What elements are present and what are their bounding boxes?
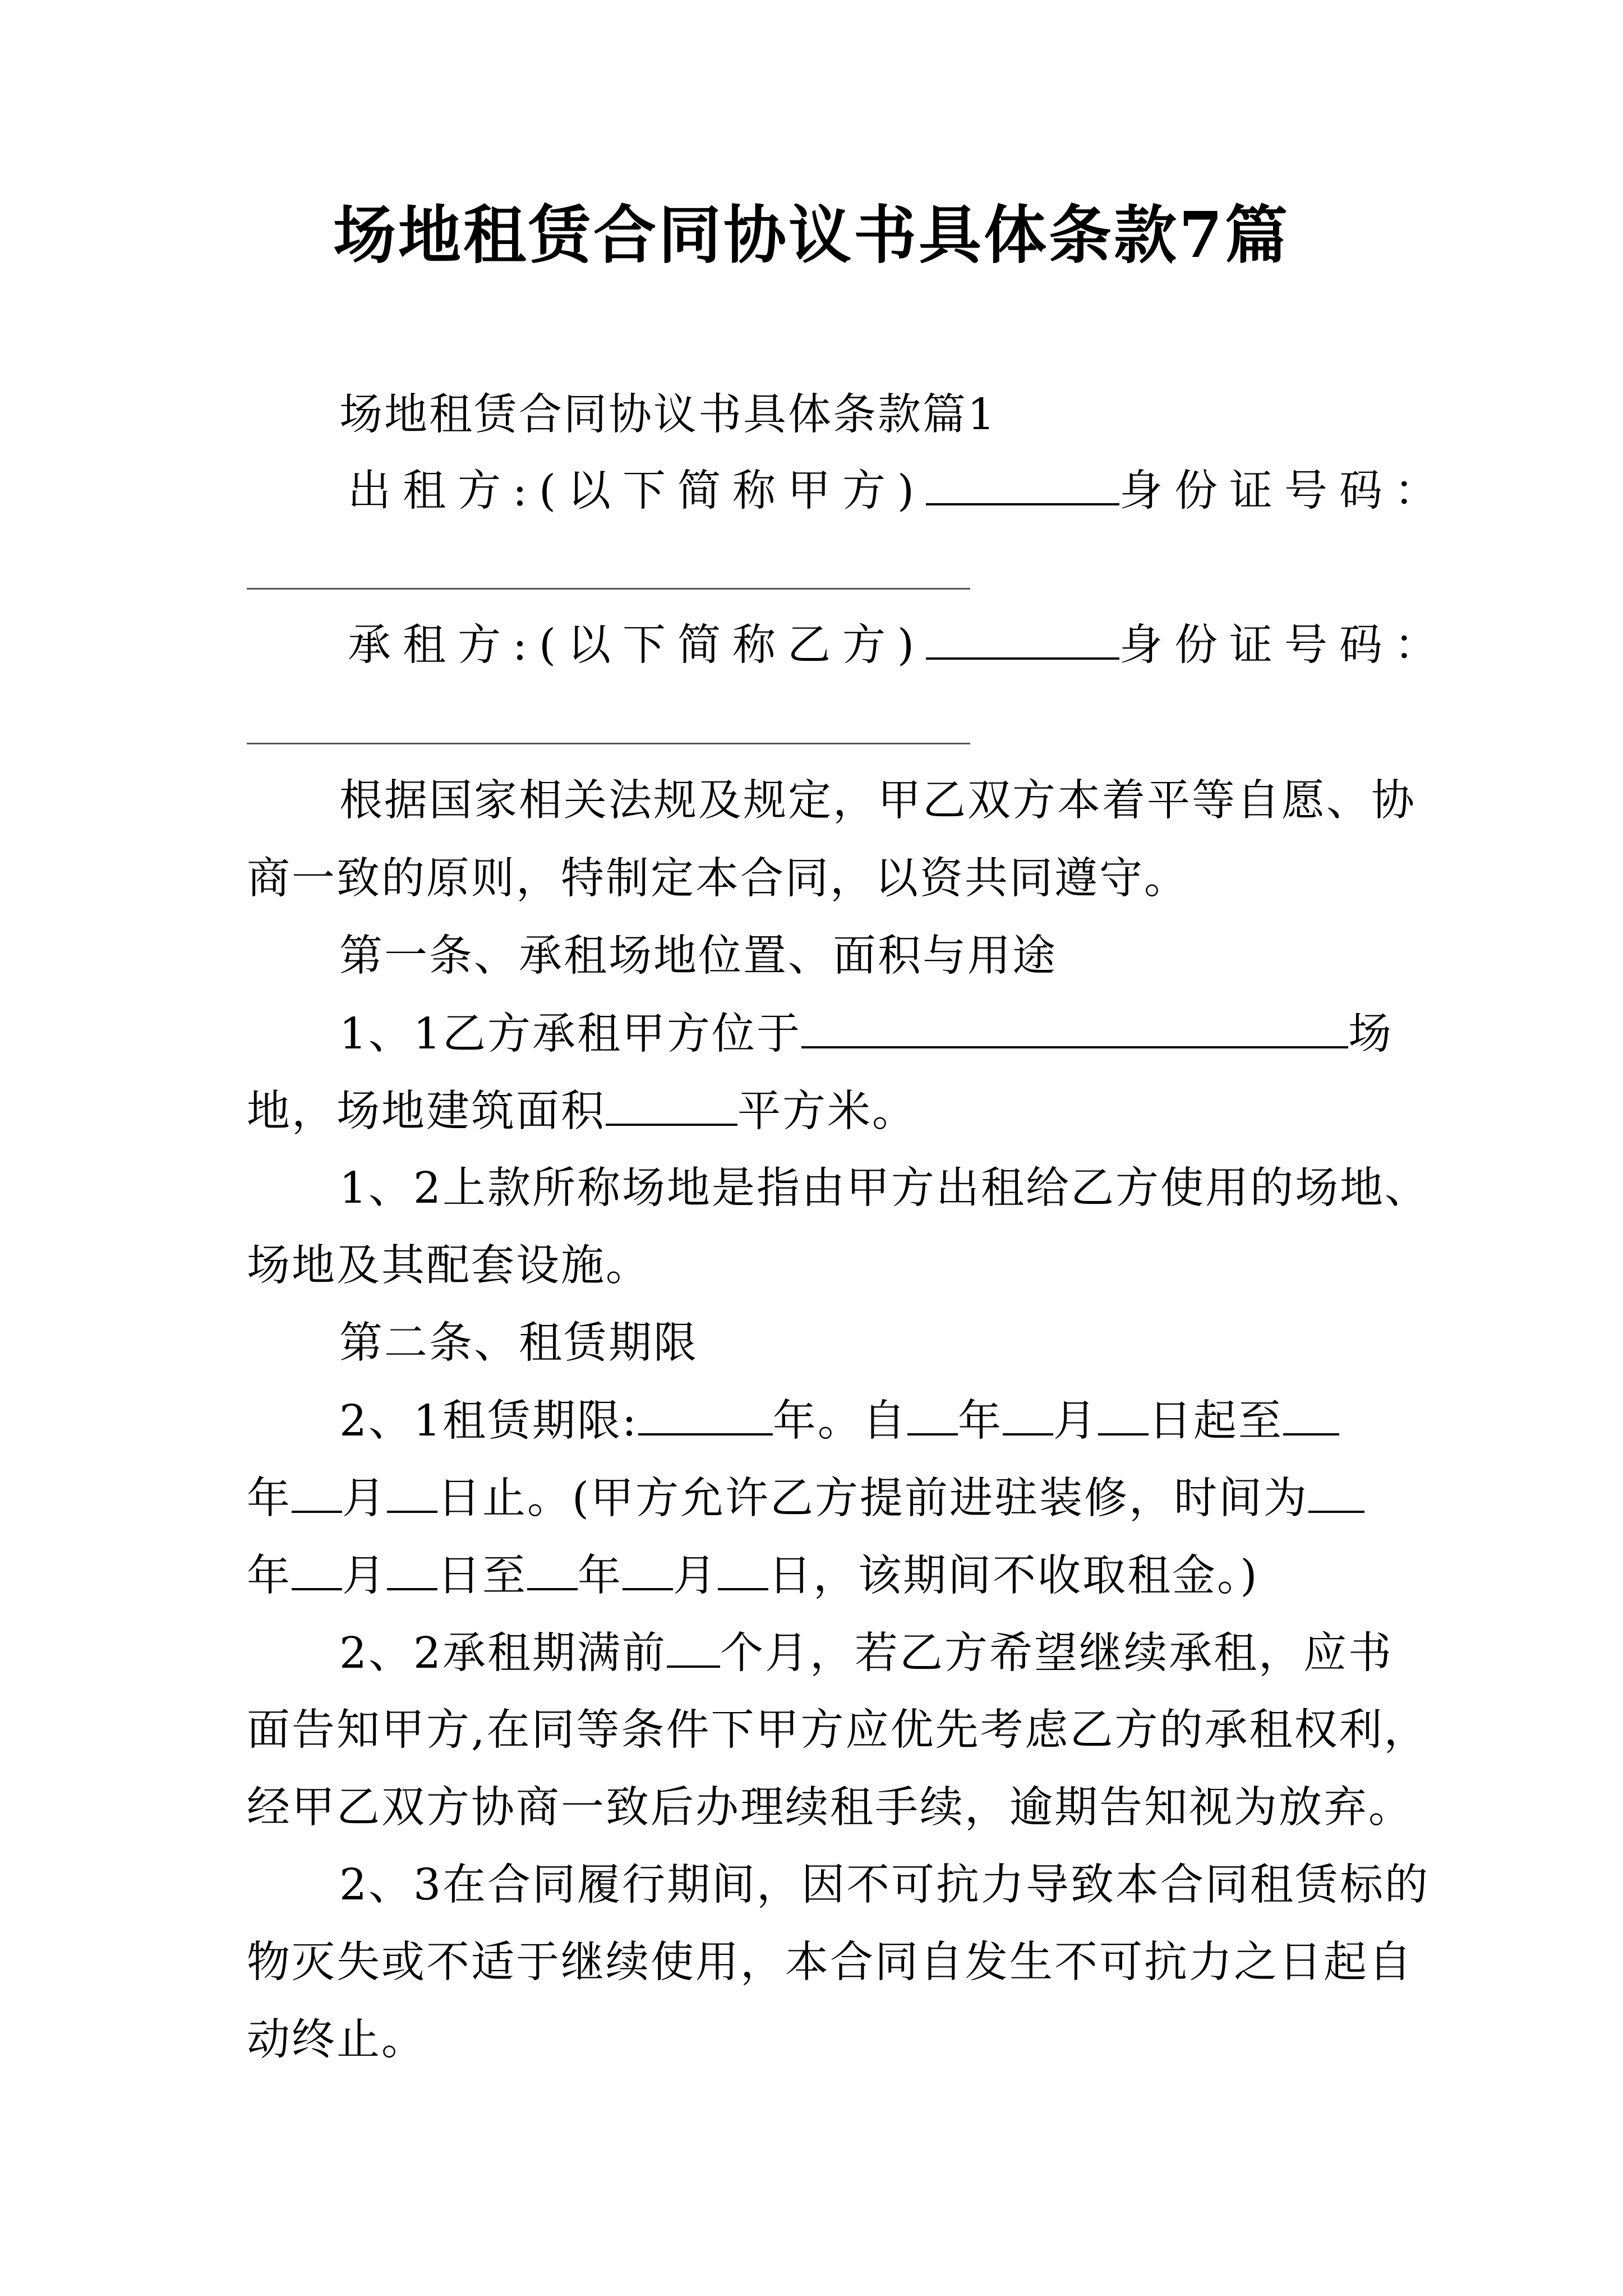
- clause-2-1-line-3: [247, 1548, 1259, 1604]
- text: 年: [247, 1551, 292, 1601]
- clause-2-2-line-3: 经甲乙双方协商一致后办理续租手续，逾期告知视为放弃。: [247, 1783, 1413, 1833]
- text: 2、2承租期满前: [339, 1628, 667, 1678]
- lessor-id-label: 身份证号码：: [1119, 466, 1450, 516]
- text: 个月，若乙方希望继续承租，应书: [720, 1628, 1393, 1678]
- start-year-blank: [907, 1393, 958, 1435]
- clause-2-3-line-3: 动终止。: [247, 2015, 426, 2065]
- fitout-start-day-blank: [387, 1548, 437, 1590]
- lessee-id-label: 身份证号码：: [1119, 620, 1450, 670]
- term-years-blank: [638, 1393, 773, 1435]
- fitout-end-year-blank: [527, 1548, 578, 1590]
- preamble-line-2: 商一致的原则，特制定本合同，以资共同遵守。: [247, 854, 1189, 904]
- location-blank: [801, 1006, 1348, 1048]
- article1-heading: 第一条、承租场地位置、面积与用途: [339, 931, 1057, 981]
- preamble-line-1: 根据国家相关法规及规定，甲乙双方本着平等自愿、协: [339, 776, 1416, 826]
- clause-1-1-line-2: [247, 1083, 917, 1140]
- text: 年。自: [772, 1396, 907, 1446]
- fitout-end-month-blank: [623, 1548, 673, 1590]
- clause-1-2-line-2: 场地及其配套设施。: [247, 1241, 651, 1291]
- fitout-start-year-blank: [1308, 1470, 1364, 1513]
- document-title: 场地租赁合同协议书具体条款7篇: [333, 199, 1290, 272]
- clause-1-2-line-1: 1、2上款所称场地是指由甲方出租给乙方使用的场地、: [339, 1163, 1430, 1213]
- lessor-label: 出租方:(以下简称甲方): [348, 466, 926, 516]
- lessor-line: [348, 463, 1449, 519]
- clause-2-1-line-2: [247, 1470, 1364, 1527]
- text: 月: [342, 1551, 387, 1601]
- clause-2-3-line-2: 物灭失或不适于继续使用，本合同自发生不可抗力之日起自: [247, 1938, 1413, 1987]
- text: 日至: [437, 1551, 527, 1601]
- text: 日止。(甲方允许乙方提前进驻装修，时间为: [437, 1474, 1309, 1524]
- clause-2-2-line-2: 面告知甲方,在同等条件下甲方应优先考虑乙方的承租权利，: [247, 1705, 1429, 1755]
- end-month-blank: [292, 1470, 342, 1513]
- clause-2-3-line-1: 2、3在合同履行期间，因不可抗力导致本合同租赁标的: [339, 1860, 1430, 1910]
- lessee-id-blank: [247, 743, 970, 744]
- area-label: 地，场地建筑面积: [247, 1087, 606, 1137]
- lessee-name-blank: [926, 617, 1119, 660]
- area-blank: [606, 1083, 737, 1126]
- text: 月: [673, 1551, 718, 1601]
- text: 日，该期间不收取租金。): [768, 1551, 1259, 1601]
- article2-heading: 第二条、租赁期限: [339, 1318, 698, 1368]
- text: 年: [957, 1396, 1003, 1446]
- start-month-blank: [1003, 1393, 1053, 1435]
- term-label: 2、1租赁期限:: [339, 1396, 638, 1446]
- end-year-blank: [1283, 1393, 1339, 1435]
- start-day-blank: [1098, 1393, 1149, 1435]
- text: 月: [1053, 1396, 1098, 1446]
- area-unit: 平方米。: [737, 1087, 917, 1137]
- text: 年: [578, 1551, 623, 1601]
- clause-2-2-line-1: [339, 1625, 1393, 1682]
- end-day-blank: [387, 1470, 437, 1513]
- lessor-name-blank: [926, 463, 1119, 505]
- lessee-line: [348, 617, 1449, 674]
- lessee-label: 承租方:(以下简称乙方): [348, 620, 926, 670]
- lessor-id-blank: [247, 588, 970, 590]
- section-heading: 场地租赁合同协议书具体条款篇1: [339, 390, 997, 440]
- text: 月: [342, 1474, 387, 1524]
- clause-2-1-line-1: [339, 1393, 1339, 1450]
- clause-1-1-text: 1、1乙方承租甲方位于: [339, 1009, 801, 1059]
- notice-months-blank: [667, 1625, 720, 1668]
- clause-1-1-line-1: [339, 1006, 1393, 1062]
- text: 日起至: [1148, 1396, 1283, 1446]
- clause-1-1-text-end: 场: [1348, 1009, 1393, 1059]
- fitout-end-day-blank: [718, 1548, 768, 1590]
- text: 年: [247, 1474, 292, 1524]
- fitout-start-month-blank: [292, 1548, 342, 1590]
